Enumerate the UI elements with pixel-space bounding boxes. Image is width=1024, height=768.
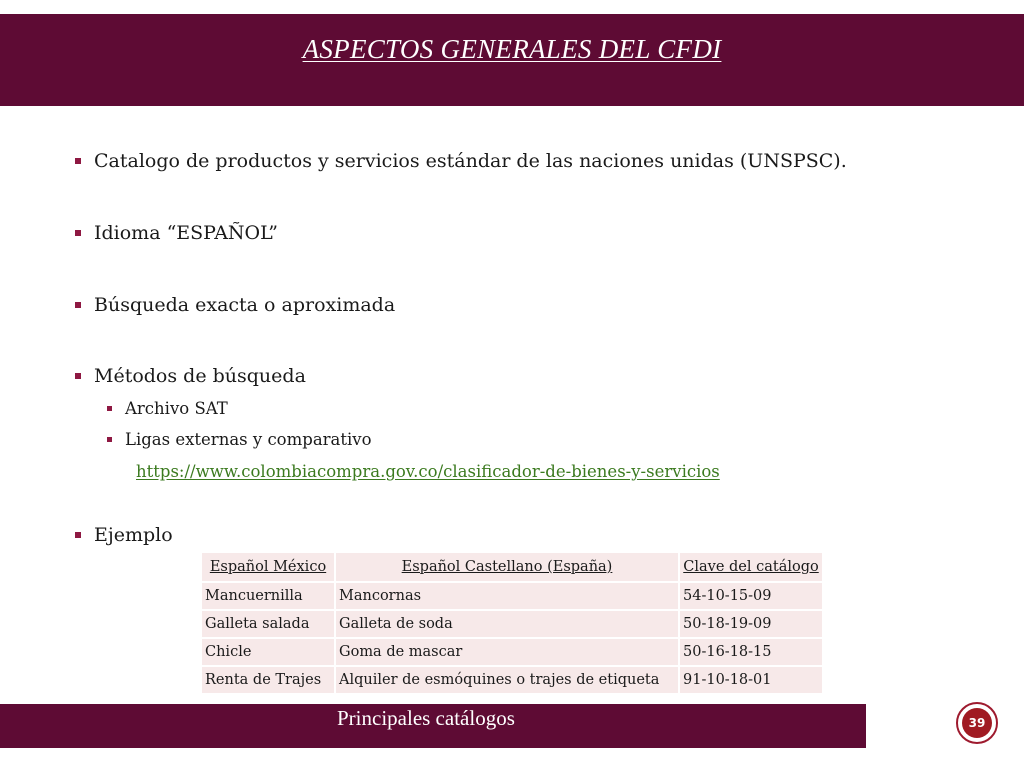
sub-bullet-text: Ligas externas y comparativo (125, 430, 372, 449)
table-cell: Alquiler de esmóquines o trajes de etiqueta (335, 666, 679, 694)
slide-title: ASPECTOS GENERALES DEL CFDI (302, 34, 722, 64)
table-header-row (201, 552, 823, 582)
bullet-square-icon (75, 230, 81, 236)
footer-section-title: Principales catálogos (337, 706, 515, 730)
bullet-text: Métodos de búsqueda (94, 365, 306, 387)
table-cell: 50-18-19-09 (679, 610, 823, 638)
sub-bullet-text: Archivo SAT (125, 399, 228, 418)
table-cell: Mancuernilla (201, 582, 335, 610)
colombiacompra-link[interactable]: https://www.colombiacompra.gov.co/clasificador-de-bienes-y-servicios (136, 462, 720, 481)
bullet-square-icon (75, 532, 81, 538)
bullet-idioma (75, 222, 278, 244)
bullet-square-icon (75, 373, 81, 379)
catalog-table (200, 551, 824, 695)
header-clave-catalogo: Clave del catálogo (679, 552, 823, 582)
table-cell: 91-10-18-01 (679, 666, 823, 694)
table-cell: Chicle (201, 638, 335, 666)
table-cell: Mancornas (335, 582, 679, 610)
table-cell: Renta de Trajes (201, 666, 335, 694)
bullet-metodos (75, 365, 306, 387)
bullet-ejemplo (75, 524, 173, 546)
sub-bullet-archivo-sat (107, 399, 228, 418)
table-cell: Galleta salada (201, 610, 335, 638)
bullet-square-icon (107, 406, 112, 411)
page-number: 39 (962, 708, 992, 738)
table-row (201, 582, 823, 610)
table-cell: 50-16-18-15 (679, 638, 823, 666)
bullet-square-icon (107, 437, 112, 442)
table-cell: 54-10-15-09 (679, 582, 823, 610)
bullet-text: Idioma “ESPAÑOL” (94, 222, 278, 244)
bullet-busqueda (75, 294, 395, 316)
bullet-text: Búsqueda exacta o aproximada (94, 294, 396, 316)
header-espanol-mexico: Español México (201, 552, 335, 582)
table-cell: Galleta de soda (335, 610, 679, 638)
header-espanol-castellano: Español Castellano (España) (335, 552, 679, 582)
bullet-catalogo (75, 150, 847, 172)
table-row (201, 610, 823, 638)
table-row (201, 638, 823, 666)
bullet-text: Ejemplo (94, 524, 173, 546)
bullet-text: Catalogo de productos y servicios estándar de las naciones unidas (UNSPSC). (94, 150, 847, 172)
bullet-square-icon (75, 158, 81, 164)
page-number-badge (956, 702, 998, 744)
table-row (201, 666, 823, 694)
table-cell: Goma de mascar (335, 638, 679, 666)
sub-bullet-ligas (107, 430, 372, 449)
bullet-square-icon (75, 302, 81, 308)
